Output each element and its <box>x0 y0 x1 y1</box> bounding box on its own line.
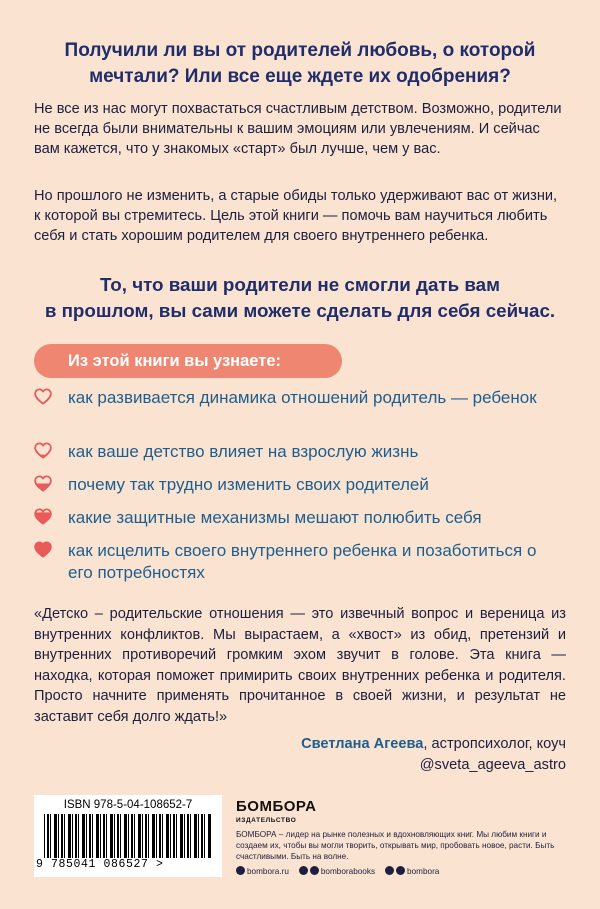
publisher-logo-subtitle: ИЗДАТЕЛЬСТВО <box>236 817 297 824</box>
barcode-bars <box>44 814 212 858</box>
review-author-handle: @sveta_ageeva_astro <box>419 757 566 773</box>
heart-icon <box>34 541 52 558</box>
review-author-name: Светлана Агеева <box>301 736 424 752</box>
heart-icon <box>34 475 52 492</box>
learn-list-item <box>34 540 554 590</box>
social-site: bombora.ru <box>247 867 289 876</box>
publisher-socials <box>236 866 439 878</box>
social-handle: bombora <box>407 867 440 876</box>
isbn-label: ISBN 978-5-04-108652-7 <box>63 799 193 811</box>
review-author-role: , астропсихолог, коуч <box>423 736 566 752</box>
review-quote: «Детско – родительские отношения — это извечный вопрос и вереница из внутренних конфликтов. Мы вырастаем, а «хвост» из обид, претензий и внутренних противоречий громким эхом звучит в голове. Эта книга — находка, которая поможет примирить своих внутренних ребенка и родителя. Просто начните применять прочитанное в своей жизни, и результат не заставит себя долго ждать!» <box>34 606 566 725</box>
barcode <box>34 795 222 877</box>
learn-list-item-text: как ваше детство влияет на взрослую жизнь <box>68 442 419 461</box>
headline-line-1: Получили ли вы от родителей любовь, о которой <box>64 40 536 61</box>
highlight-line-1: То, что ваши родители не смогли дать вам <box>100 274 500 295</box>
paragraph-1: Не все из нас могут похвастаться счастливым детством. Возможно, родители не всегда были внимательны к вашим эмоциям или увлечениям. И сейчас вам кажется, что у знакомых «старт» был лучше, чем у вас. <box>34 101 562 157</box>
learn-list-item-text: как исцелить своего внутреннего ребенка и позаботиться о его потребностях <box>68 541 537 582</box>
heart-icon <box>34 442 52 459</box>
barcode-digits: 9 785041 086527 > <box>36 858 164 871</box>
instagram-icon <box>236 866 245 875</box>
headline-line-2: мечтали? Или все еще ждете их одобрения? <box>89 66 511 87</box>
publisher-logo: БОМБОРА <box>236 798 317 815</box>
learn-heading-pill: Из этой книги вы узнаете: <box>34 344 342 378</box>
learn-list-item <box>34 387 554 437</box>
youtube-icon <box>310 866 319 875</box>
social-books: bomborabooks <box>320 867 376 876</box>
highlight-line-2: в прошлом, вы сами можете сделать для себя сейчас. <box>44 300 556 321</box>
paragraph-2: Но прошлого не изменить, а старые обиды только удерживают вас от жизни, к которой вы стремитесь. Цель этой книги — помочь вам научиться любить себя и стать хорошим родителем для своего внутреннего ребенка. <box>34 188 558 244</box>
learn-list-item-text: как развивается динамика отношений родитель — ребенок <box>68 388 537 407</box>
vk-icon <box>299 866 308 875</box>
learn-list-item-text: какие защитные механизмы мешают полюбить себя <box>68 508 482 527</box>
learn-list-item-text: почему так трудно изменить своих родителей <box>68 475 429 494</box>
highlight-statement <box>34 272 566 324</box>
review-author <box>301 734 566 754</box>
publisher-description: БОМБОРА – лидер на рынке полезных и вдохновляющих книг. Мы любим книги и создаем их, чтобы вы могли творить, открывать мир, пробовать новое, расти. Быть счастливыми. Быть на волне. <box>236 830 555 861</box>
heart-icon <box>34 388 52 405</box>
heart-icon <box>34 508 52 525</box>
heart-outline <box>35 389 51 403</box>
odnoklassniki-icon <box>385 866 394 875</box>
headline <box>40 38 560 90</box>
telegram-icon <box>396 866 405 875</box>
